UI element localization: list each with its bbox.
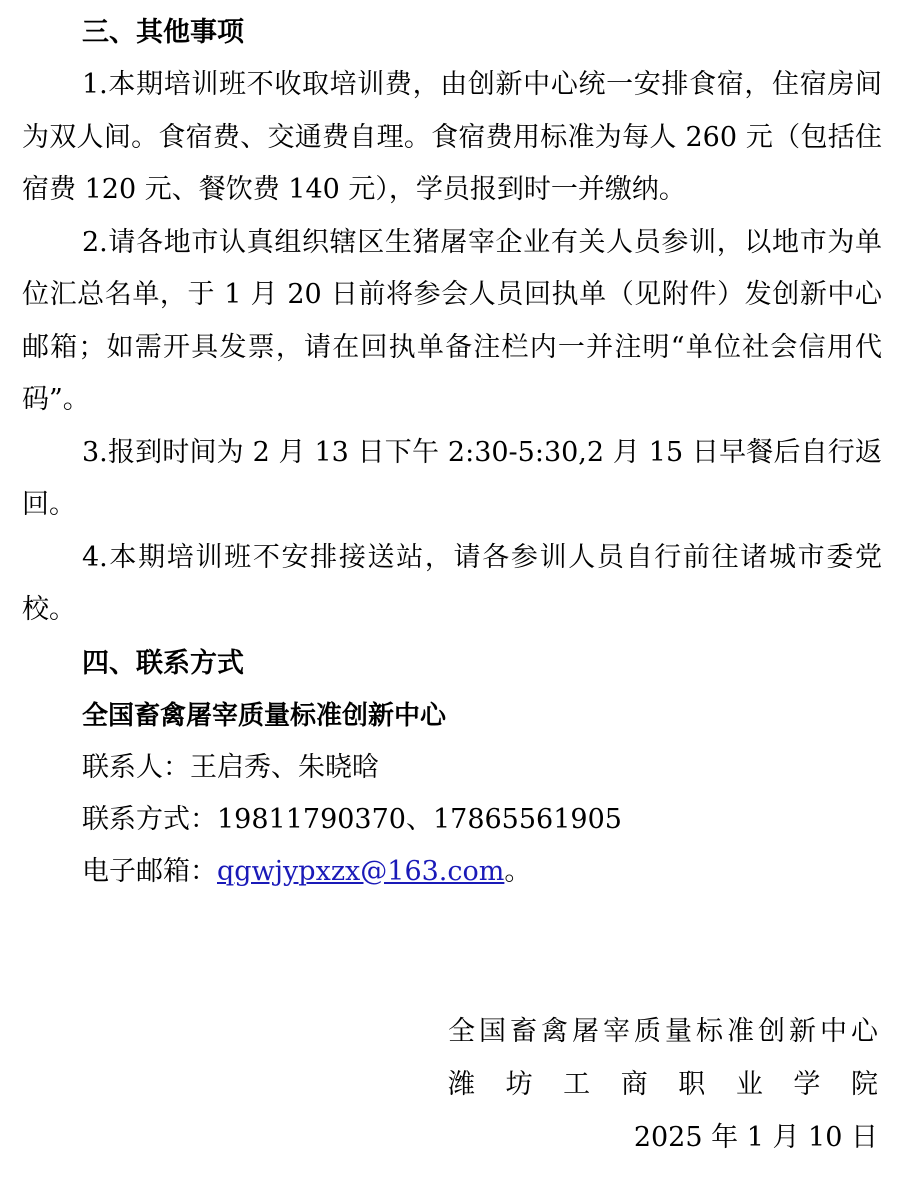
document-page	[22, 6, 882, 898]
signature-block	[448, 1005, 878, 1164]
signature-org-1: 全国畜禽屠宰质量标准创新中心	[448, 1016, 878, 1047]
section-3-item-2: 2.请各地市认真组织辖区生猪屠宰企业有关人员参训，以地市为单位汇总名单，于 1 月 20 日前将参会人员回执单（见附件）发创新中心邮箱；如需开具发票，请在回执单备注栏内一并注明“单位社会信用代码”。	[22, 226, 882, 415]
contact-person: 联系人：王启秀、朱晓晗	[82, 751, 379, 783]
email-label: 电子邮箱：	[82, 855, 217, 887]
section-3-item-4: 4.本期培训班不安排接送站，请各参训人员自行前往诸城市委党校。	[22, 541, 882, 625]
email-suffix: 。	[504, 855, 532, 887]
contact-org-line	[22, 690, 882, 742]
section-3-item-3: 3.报到时间为 2 月 13 日下午 2:30-5:30,2 月 15 日早餐后自行返回。	[22, 436, 882, 520]
signature-date: 2025 年 1 月 10 日	[633, 1122, 878, 1153]
contact-phone: 联系方式：19811790370、17865561905	[82, 803, 622, 835]
email-link[interactable]: qgwjypxzx@163.com	[217, 855, 505, 887]
section-3-item-1: 1.本期培训班不收取培训费，由创新中心统一安排食宿，住宿房间为双人间。食宿费、交通费自理。食宿费用标准为每人 260 元（包括住宿费 120 元、餐饮费 140 元），学员报到时一并缴纳。	[22, 69, 882, 205]
section-3-heading: 三、其他事项	[82, 17, 244, 48]
section-4-heading: 四、联系方式	[82, 647, 244, 679]
contact-email-line	[22, 846, 882, 898]
signature-org-2: 潍坊工商职业学院	[448, 1069, 878, 1100]
contact-org: 全国畜禽屠宰质量标准创新中心	[82, 700, 447, 731]
